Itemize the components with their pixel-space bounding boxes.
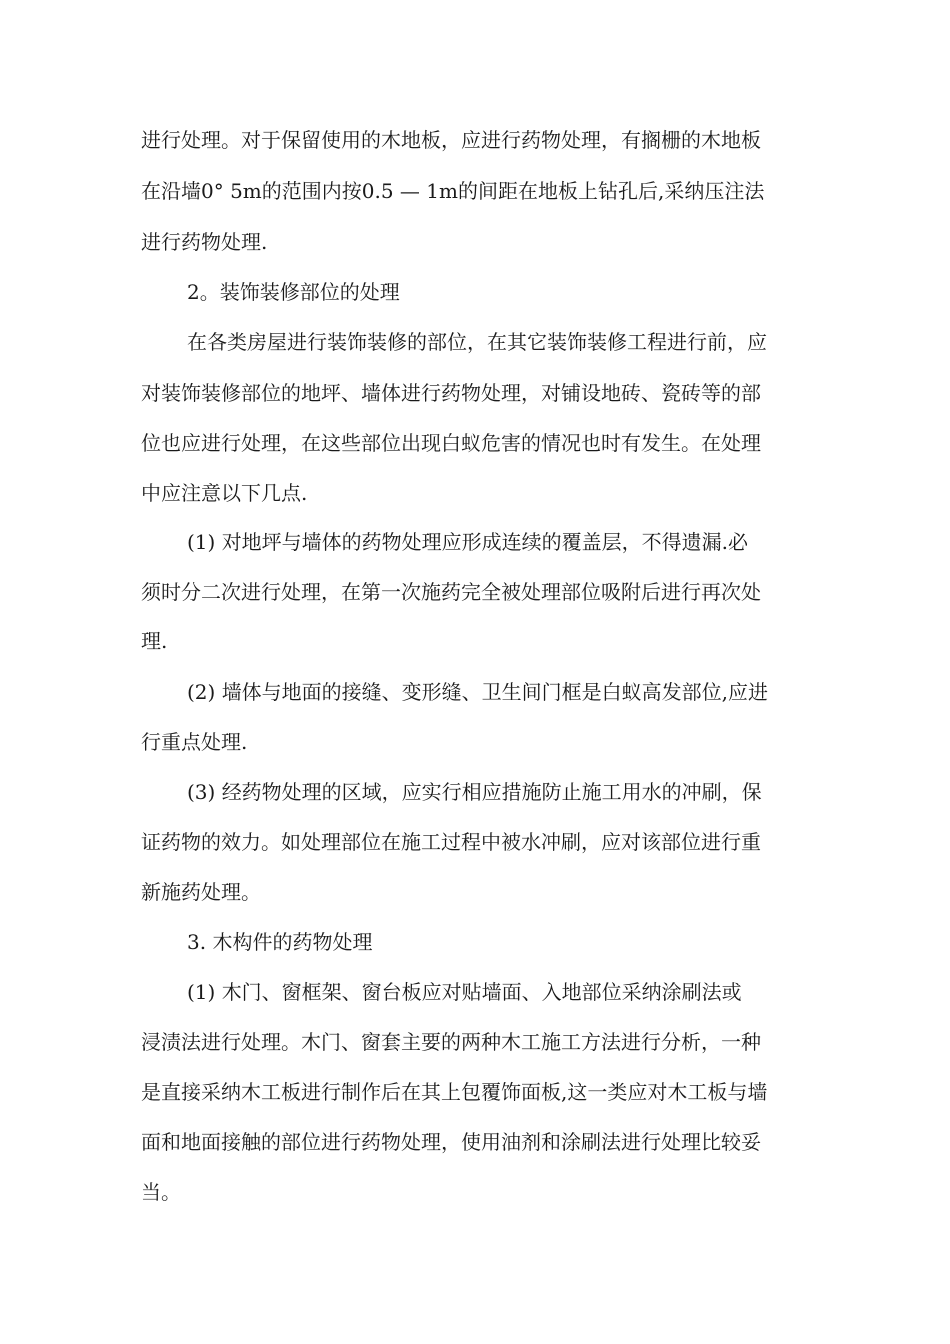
list-item-text: (2) 墙体与地面的接缝、变形缝、卫生间门框是白蚁高发部位,应进 — [187, 680, 769, 704]
body-text-line: 进行处理。对于保留使用的木地板，应进行药物处理，有搁栅的木地板 — [141, 128, 761, 152]
body-text-line: 浸渍法进行处理。木门、窗套主要的两种木工施工方法进行分析，一种 — [141, 1030, 761, 1054]
body-text-line: 行重点处理. — [141, 730, 248, 754]
body-text-line: 在沿墙0° 5m的范围内按0.5 — 1m的间距在地板上钻孔后,采纳压注法 — [141, 179, 765, 203]
list-item-text: (1) 对地坪与墙体的药物处理应形成连续的覆盖层，不得遗漏.必 — [187, 530, 749, 554]
list-item-text: (3) 经药物处理的区域，应实行相应措施防止施工用水的冲刷，保 — [187, 780, 762, 804]
body-text-line: 须时分二次进行处理，在第一次施药完全被处理部位吸附后进行再次处 — [141, 580, 761, 604]
body-text-line: 当。 — [141, 1180, 181, 1204]
body-text-line: 证药物的效力。如处理部位在施工过程中被水冲刷，应对该部位进行重 — [141, 830, 761, 854]
body-text-line: 新施药处理。 — [141, 880, 261, 904]
section-heading: 3. 木构件的药物处理 — [187, 930, 373, 954]
body-text-line: 位也应进行处理，在这些部位出现白蚁危害的情况也时有发生。在处理 — [141, 431, 761, 455]
body-text-line: 是直接采纳木工板进行制作后在其上包覆饰面板,这一类应对木工板与墙 — [141, 1080, 768, 1104]
body-text-line: 理. — [141, 629, 168, 653]
body-text-line: 进行药物处理. — [141, 230, 268, 254]
body-text-line: 面和地面接触的部位进行药物处理，使用油剂和涂刷法进行处理比较妥 — [141, 1130, 761, 1154]
body-text-line: 对装饰装修部位的地坪、墙体进行药物处理，对铺设地砖、瓷砖等的部 — [141, 381, 761, 405]
section-heading: 2。装饰装修部位的处理 — [187, 280, 400, 304]
body-text-line: 中应注意以下几点. — [141, 481, 308, 505]
body-text-line: 在各类房屋进行装饰装修的部位，在其它装饰装修工程进行前，应 — [187, 330, 767, 354]
list-item-text: (1) 木门、窗框架、窗台板应对贴墙面、入地部位采纳涂刷法或 — [187, 980, 742, 1004]
